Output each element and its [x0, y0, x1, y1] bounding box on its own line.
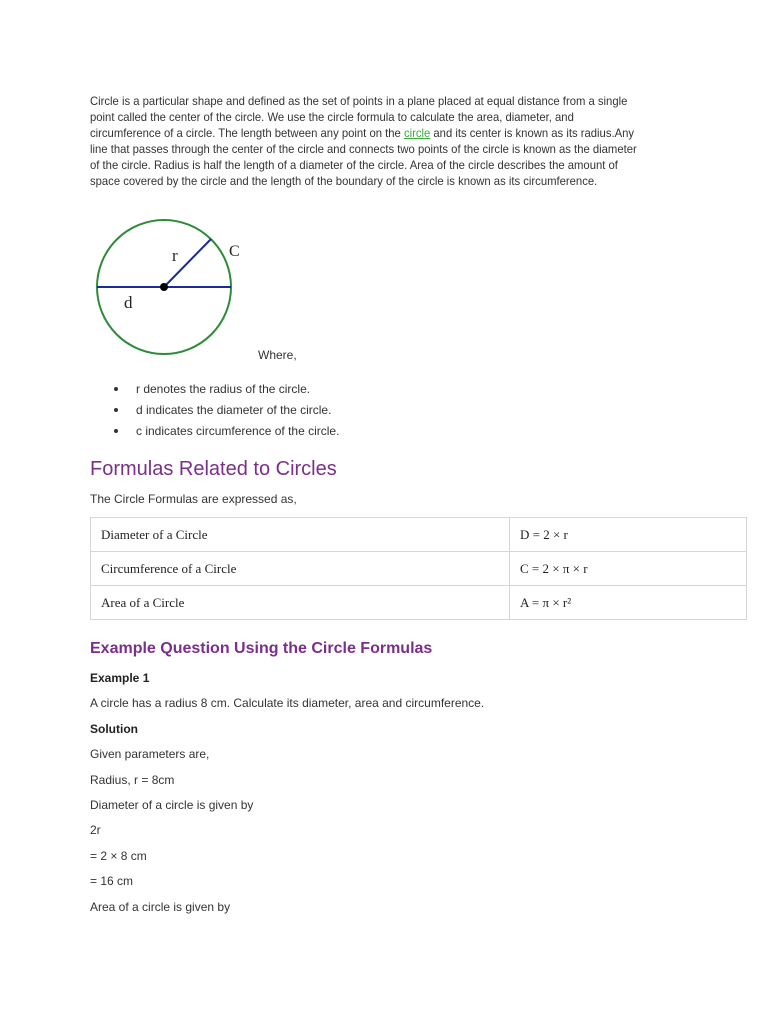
intro-paragraph	[90, 93, 641, 189]
circle-link[interactable]: circle	[403, 126, 431, 140]
circle-diagram	[90, 210, 260, 365]
section-heading: Formulas Related to Circles	[90, 458, 337, 480]
table-row	[91, 552, 747, 586]
solution-step: Area of a circle is given by	[90, 899, 231, 914]
table-row	[91, 586, 747, 620]
formula-name: Circumference of a Circle	[91, 552, 510, 586]
formula-value: D = 2 × r	[510, 518, 747, 552]
where-label: Where,	[258, 348, 297, 362]
definition-item: r denotes the radius of the circle.	[112, 381, 339, 402]
formula-name: Area of a Circle	[91, 586, 510, 620]
solution-label: Solution	[90, 721, 138, 736]
circumference-label: C	[229, 243, 240, 260]
section-lead: The Circle Formulas are expressed as,	[90, 492, 297, 506]
intro-text-1: Circle is a particular shape and defined as the set of points in a plane placed at equal distance from a single point called the center of the circle. We use the circle formula to calculate the area, diameter, and circumference of a circle. The length between any point on the	[90, 94, 628, 140]
formula-name: Diameter of a Circle	[91, 518, 510, 552]
solution-step: Given parameters are,	[90, 747, 210, 762]
formulas-table	[90, 517, 747, 620]
center-point	[160, 283, 168, 291]
table-row	[91, 518, 747, 552]
definition-item: c indicates circumference of the circle.	[112, 423, 339, 444]
definition-list	[112, 381, 339, 444]
radius-label: r	[172, 246, 178, 265]
intro-text-2: and its center is known as its radius.Any line that passes through the center of the circle and connects two points of the circle is known as the diameter of the circle. Radius is half the length of a diameter of the circle. Area of the circle describes the amount of space covered by the circle and the length of the boundary of the circle is known as its circumference.	[90, 126, 637, 188]
diameter-label: d	[124, 293, 133, 312]
formula-value: A = π × r²	[510, 586, 747, 620]
formula-value: C = 2 × π × r	[510, 552, 747, 586]
example-heading: Example Question Using the Circle Formulas	[90, 640, 433, 657]
example-body	[90, 670, 484, 924]
solution-step: 2r	[90, 823, 101, 838]
solution-step: = 16 cm	[90, 874, 134, 889]
example-question: A circle has a radius 8 cm. Calculate its diameter, area and circumference.	[90, 696, 485, 711]
definition-item: d indicates the diameter of the circle.	[112, 402, 339, 423]
solution-step: = 2 × 8 cm	[90, 848, 147, 863]
solution-step: Radius, r = 8cm	[90, 772, 175, 787]
solution-step: Diameter of a circle is given by	[90, 797, 254, 812]
example-label: Example 1	[90, 671, 150, 685]
